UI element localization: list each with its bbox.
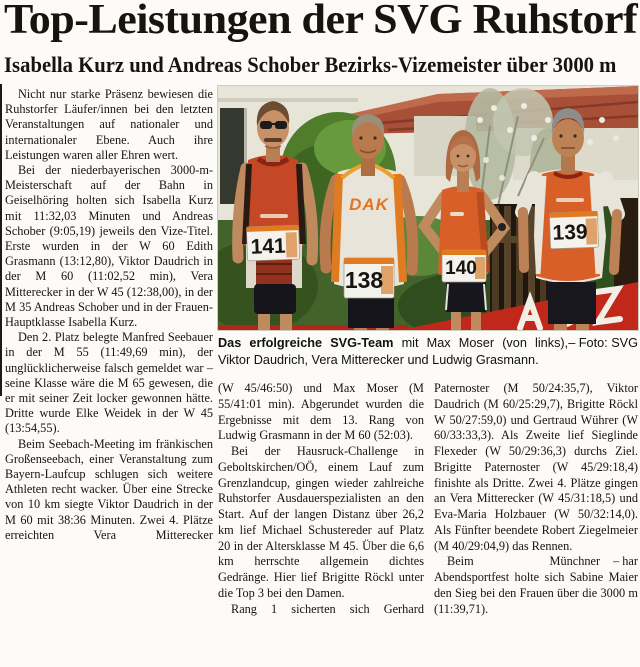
headline: Top-Leistungen der SVG Ruhstorf — [4, 0, 638, 43]
article-column-right — [434, 381, 638, 617]
paragraph: Rang 1 sicherten sich Gerhard — [231, 601, 424, 616]
team-photo-illustration — [218, 86, 638, 330]
photo-caption — [218, 335, 638, 369]
paragraph: Bei der Hausruck-Challenge in Geboltskirchen/OÖ, einem Lauf zum Grenzlandcup, gingen wieder zahlreiche Ruhstorfer Ausdauerspezialisten an den Start. Auf der langen Distanz über 26,2 km lief Michael Schustereder auf Platz 20 in der Altersklasse M 45. Über die 6,6 km herrschte allgemein dichtes Gedränge. Hier lief Brigitte Röckl unter die Top 3 bei den Damen. — [218, 444, 424, 600]
photo-credit: – Foto: SVG — [568, 336, 638, 350]
paragraph: Beim Seebach-Meeting im fränkischen Großenseebach, einer Veranstaltung zum Bayern-Laufcup schlugen sich weitere Athleten recht wacker. Über eine Strecke von 10 km siegte Viktor Daudrich in der M 60 mit 38:36 Minuten. Zwei 4. Plätze erreichten Vera Mitterecker — [5, 436, 213, 542]
caption-lead: Das erfolgreiche SVG-Team — [218, 336, 394, 350]
article-column-left — [5, 87, 213, 543]
caption-text: mit Max Moser (von links), Viktor Daudrich, Vera Mitterecker und Ludwig Grasmann. — [218, 336, 569, 367]
article-column-middle — [218, 381, 424, 617]
paragraph: (W 45/46:50) und Max Moser (M 55/41:01 min). Abgerundet wurden die Ergebnisse mit dem 13. Rang von Ludwig Grasmann in der M 60 (52:03). — [218, 381, 424, 443]
dak-logo: DAK — [349, 195, 389, 214]
column-rule — [0, 84, 2, 396]
paragraph: Bei der niederbayerischen 3000-m-Meisterschaft auf der Bahn in Geiselhöring holten sich Isabella Kurz mit 11:32,03 Minuten und Andreas Schober (9:05,19) jeweils den Vize-Titel. Erste wurden in der W 60 Edith Grasmann (13:12,80), Viktor Daudrich in der M 60 (11:02,52 min), Vera Mitterecker in der W 45 (12:38,00), in der M 35 Andreas Schober und in der Frauen-Hauptklasse Isabella Kurz. — [5, 163, 213, 330]
paragraph: Paternoster (M 50/24:35,7), Viktor Daudrich (M 60/25:29,7), Brigitte Röckl W 50/27:59,0) und Gertraud Wührer (W 60/33:33,3). Als Zweite lief Sieglinde Flexeder (W 50/29:36,3) durchs Ziel. Brigitte Paternoster (W 45/29:18,4) finishte als Dritte. Zwei 4. Plätze gingen an Vera Mitterecker (W 45/31:18,5) und Eva-Maria Holzbauer (W 50/32:14,0). Als Fünfter beendete Robert Ziegelmeier (M 40/29:04,9) das Rennen. — [434, 381, 638, 553]
author-signature: – har — [613, 554, 638, 569]
subheadline: Isabella Kurz und Andreas Schober Bezirks-Vizemeister über 3000 m — [4, 52, 617, 77]
team-photo — [218, 86, 638, 330]
paragraph: Den 2. Platz belegte Manfred Seebauer in der M 55 (11:49,69 min), der unglücklicherweise falsch gemeldet war – seine Klasse wäre die M 65 gewesen, die er mit seiner Zeit locker gewonnen hätte. Dritte wurde Elke Weidek in der W 45 (13:54,55). — [5, 330, 213, 436]
bib-number-141: 141 — [250, 234, 287, 259]
bib-number-139: 139 — [552, 220, 589, 245]
paragraph-text: Beim Münchner Abendsportfest holte sich Sabine Maier den Sieg bei den Frauen über die 3000 m (11:39,71). — [434, 554, 638, 616]
bib-number-138: 138 — [344, 267, 384, 293]
bib-number-140: 140 — [445, 258, 477, 279]
paragraph — [434, 554, 638, 617]
paragraph: Nicht nur starke Präsenz bewiesen die Ruhstorfer Läufer/innen bei den letzten Veranstaltungen auf nationaler und internationaler Ebene. Auch ihre Leistungen waren aller Ehren wert. — [5, 87, 213, 162]
